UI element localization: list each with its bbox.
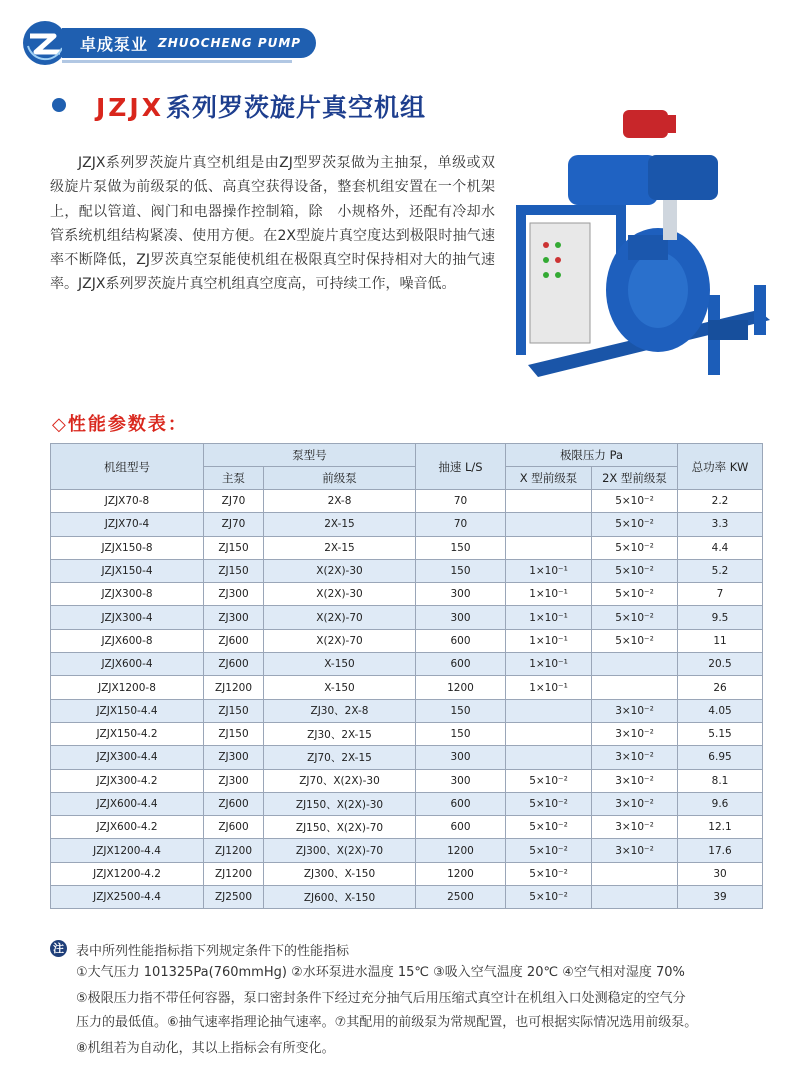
note-line: ⑧机组若为自动化，其以上指标会有所变化。	[76, 1041, 335, 1056]
cell-power: 7	[678, 583, 763, 606]
table-row	[51, 583, 763, 606]
cell-x	[506, 490, 592, 513]
header-pump: 泵型号	[204, 444, 416, 467]
title-bullet	[52, 98, 66, 112]
cell-x2: 3×10⁻²	[592, 746, 678, 769]
cell-x2	[592, 653, 678, 676]
vacuum-unit-photo	[508, 95, 778, 395]
cell-fore: ZJ150、X(2X)-30	[264, 792, 416, 815]
table-row	[51, 816, 763, 839]
cell-x: 1×10⁻¹	[506, 629, 592, 652]
cell-main: ZJ70	[204, 490, 264, 513]
cell-fore: 2X-8	[264, 490, 416, 513]
cell-main: ZJ600	[204, 816, 264, 839]
cell-power: 6.95	[678, 746, 763, 769]
cell-main: ZJ300	[204, 746, 264, 769]
cell-model: JZJX150-4.4	[51, 699, 204, 722]
cell-main: ZJ150	[204, 559, 264, 582]
cell-fore: ZJ30、2X-15	[264, 722, 416, 745]
note-line: 压力的最低值。⑥抽气速率指理论抽气速率。⑦其配用的前级泵为常规配置，也可根据实际情况选用前级泵。	[76, 1015, 698, 1030]
cell-main: ZJ150	[204, 722, 264, 745]
cell-x: 5×10⁻²	[506, 769, 592, 792]
cell-power: 30	[678, 862, 763, 885]
cell-speed: 1200	[416, 839, 506, 862]
cell-fore: 2X-15	[264, 513, 416, 536]
cell-x	[506, 536, 592, 559]
cell-speed: 300	[416, 583, 506, 606]
cell-x2: 3×10⁻²	[592, 816, 678, 839]
cell-x2	[592, 862, 678, 885]
cell-x: 5×10⁻²	[506, 886, 592, 909]
cell-fore: ZJ70、X(2X)-30	[264, 769, 416, 792]
header-power: 总功率 KW	[678, 444, 763, 490]
table-row	[51, 746, 763, 769]
cell-x: 5×10⁻²	[506, 862, 592, 885]
cell-model: JZJX150-8	[51, 536, 204, 559]
table-row	[51, 699, 763, 722]
brand-banner	[62, 28, 316, 58]
cell-fore: ZJ150、X(2X)-70	[264, 816, 416, 839]
brand-name-en: ZHUOCHENG PUMP	[158, 36, 302, 50]
header-fore: 前级泵	[264, 467, 416, 490]
table-row	[51, 792, 763, 815]
cell-power: 5.2	[678, 559, 763, 582]
cell-speed: 1200	[416, 862, 506, 885]
cell-model: JZJX150-4	[51, 559, 204, 582]
note-line: ①大气压力 101325Pa(760mmHg) ②水环泵进水温度 15℃ ③吸入空气温度 20℃ ④空气相对湿度 70%	[76, 965, 685, 980]
table-row	[51, 559, 763, 582]
cell-x2: 3×10⁻²	[592, 699, 678, 722]
cell-model: JZJX150-4.2	[51, 722, 204, 745]
cell-x	[506, 746, 592, 769]
cell-model: JZJX70-4	[51, 513, 204, 536]
cell-x2: 5×10⁻²	[592, 629, 678, 652]
cell-power: 20.5	[678, 653, 763, 676]
table-row	[51, 606, 763, 629]
cell-fore: ZJ70、2X-15	[264, 746, 416, 769]
table-row	[51, 536, 763, 559]
header-speed: 抽速 L/S	[416, 444, 506, 490]
cell-speed: 600	[416, 816, 506, 839]
cell-x: 1×10⁻¹	[506, 606, 592, 629]
cell-fore: X(2X)-70	[264, 606, 416, 629]
cell-speed: 600	[416, 653, 506, 676]
cell-model: JZJX300-4.2	[51, 769, 204, 792]
table-row	[51, 886, 763, 909]
cell-power: 9.6	[678, 792, 763, 815]
cell-power: 3.3	[678, 513, 763, 536]
cell-model: JZJX1200-4.2	[51, 862, 204, 885]
cell-fore: X(2X)-70	[264, 629, 416, 652]
title-model: JZJX	[96, 93, 165, 122]
cell-x2: 5×10⁻²	[592, 583, 678, 606]
cell-x2: 3×10⁻²	[592, 792, 678, 815]
table-row	[51, 676, 763, 699]
header-main: 主泵	[204, 467, 264, 490]
cell-speed: 2500	[416, 886, 506, 909]
cell-fore: X(2X)-30	[264, 559, 416, 582]
cell-x	[506, 722, 592, 745]
cell-x	[506, 513, 592, 536]
cell-main: ZJ70	[204, 513, 264, 536]
section-heading: ◇性能参数表：	[52, 414, 188, 435]
cell-power: 8.1	[678, 769, 763, 792]
header-ultimate: 极限压力 Pa	[506, 444, 678, 467]
cell-model: JZJX600-4.2	[51, 816, 204, 839]
cell-speed: 150	[416, 722, 506, 745]
cell-model: JZJX600-4	[51, 653, 204, 676]
cell-main: ZJ1200	[204, 839, 264, 862]
cell-x: 5×10⁻²	[506, 792, 592, 815]
header-x: X 型前级泵	[506, 467, 592, 490]
cell-x2	[592, 676, 678, 699]
cell-power: 12.1	[678, 816, 763, 839]
cell-fore: ZJ300、X(2X)-70	[264, 839, 416, 862]
cell-x: 1×10⁻¹	[506, 583, 592, 606]
cell-fore: ZJ600、X-150	[264, 886, 416, 909]
cell-power: 11	[678, 629, 763, 652]
header-2x: 2X 型前级泵	[592, 467, 678, 490]
cell-fore: ZJ30、2X-8	[264, 699, 416, 722]
note-heading: 表中所列性能指标指下列规定条件下的性能指标	[76, 944, 350, 959]
brand-name-cn: 卓成泵业	[80, 34, 149, 54]
cell-speed: 150	[416, 536, 506, 559]
cell-main: ZJ2500	[204, 886, 264, 909]
table-row	[51, 862, 763, 885]
cell-main: ZJ150	[204, 536, 264, 559]
table-row	[51, 839, 763, 862]
cell-x: 1×10⁻¹	[506, 676, 592, 699]
note-line: ⑤极限压力指不带任何容器，泵口密封条件下经过充分抽气后用压缩式真空计在机组入口处测稳定的空气分	[76, 991, 686, 1006]
cell-x	[506, 699, 592, 722]
cell-speed: 600	[416, 629, 506, 652]
cell-main: ZJ300	[204, 606, 264, 629]
performance-table	[50, 443, 763, 909]
cell-speed: 150	[416, 699, 506, 722]
cell-model: JZJX1200-4.4	[51, 839, 204, 862]
cell-main: ZJ600	[204, 792, 264, 815]
cell-model: JZJX300-4.4	[51, 746, 204, 769]
cell-main: ZJ300	[204, 583, 264, 606]
cell-speed: 600	[416, 792, 506, 815]
cell-main: ZJ600	[204, 629, 264, 652]
cell-model: JZJX2500-4.4	[51, 886, 204, 909]
cell-speed: 300	[416, 746, 506, 769]
cell-fore: X-150	[264, 676, 416, 699]
brand-underline	[62, 60, 292, 63]
cell-x2: 5×10⁻²	[592, 559, 678, 582]
cell-power: 17.6	[678, 839, 763, 862]
cell-main: ZJ1200	[204, 862, 264, 885]
cell-x: 5×10⁻²	[506, 816, 592, 839]
cell-model: JZJX1200-8	[51, 676, 204, 699]
cell-main: ZJ300	[204, 769, 264, 792]
cell-speed: 300	[416, 769, 506, 792]
cell-x: 5×10⁻²	[506, 839, 592, 862]
cell-speed: 70	[416, 513, 506, 536]
title-text: 系列罗茨旋片真空机组	[166, 93, 427, 122]
cell-power: 2.2	[678, 490, 763, 513]
cell-main: ZJ600	[204, 653, 264, 676]
cell-fore: ZJ300、X-150	[264, 862, 416, 885]
header-model: 机组型号	[51, 444, 204, 490]
table-row	[51, 490, 763, 513]
cell-x2: 3×10⁻²	[592, 722, 678, 745]
cell-x2: 5×10⁻²	[592, 606, 678, 629]
cell-x2: 3×10⁻²	[592, 839, 678, 862]
cell-model: JZJX600-8	[51, 629, 204, 652]
note-icon: 注	[50, 940, 67, 957]
cell-model: JZJX70-8	[51, 490, 204, 513]
table-row	[51, 769, 763, 792]
cell-fore: X(2X)-30	[264, 583, 416, 606]
cell-power: 4.05	[678, 699, 763, 722]
cell-x2: 5×10⁻²	[592, 513, 678, 536]
cell-x: 1×10⁻¹	[506, 653, 592, 676]
cell-speed: 1200	[416, 676, 506, 699]
cell-speed: 300	[416, 606, 506, 629]
cell-power: 26	[678, 676, 763, 699]
cell-fore: X-150	[264, 653, 416, 676]
cell-power: 39	[678, 886, 763, 909]
cell-x: 1×10⁻¹	[506, 559, 592, 582]
table-row	[51, 513, 763, 536]
cell-power: 9.5	[678, 606, 763, 629]
cell-power: 5.15	[678, 722, 763, 745]
table-row	[51, 653, 763, 676]
cell-power: 4.4	[678, 536, 763, 559]
cell-speed: 70	[416, 490, 506, 513]
cell-x2: 3×10⁻²	[592, 769, 678, 792]
intro-paragraph: JZJX系列罗茨旋片真空机组是由ZJ型罗茨泵做为主抽泵，单级或双级旋片泵做为前级泵的低、高真空获得设备，整套机组安置在一个机架上，配以管道、阀门和电器操作控制箱，除 小规格外，还配有冷却水管系统机组结构紧凑、使用方便。在2X型旋片真空度达到极限时抽气速率不断降低，ZJ罗茨真空泵能使机组在极限真空时保持相对大的抽气速率。JZJX系列罗茨旋片真空机组真空度高，可持续工作，噪音低。	[50, 155, 495, 293]
cell-main: ZJ1200	[204, 676, 264, 699]
cell-model: JZJX600-4.4	[51, 792, 204, 815]
cell-main: ZJ150	[204, 699, 264, 722]
table-row	[51, 722, 763, 745]
table-row	[51, 629, 763, 652]
cell-model: JZJX300-4	[51, 606, 204, 629]
cell-x2	[592, 886, 678, 909]
cell-x2: 5×10⁻²	[592, 536, 678, 559]
cell-model: JZJX300-8	[51, 583, 204, 606]
cell-x2: 5×10⁻²	[592, 490, 678, 513]
cell-speed: 150	[416, 559, 506, 582]
cell-fore: 2X-15	[264, 536, 416, 559]
page-title	[96, 88, 426, 124]
